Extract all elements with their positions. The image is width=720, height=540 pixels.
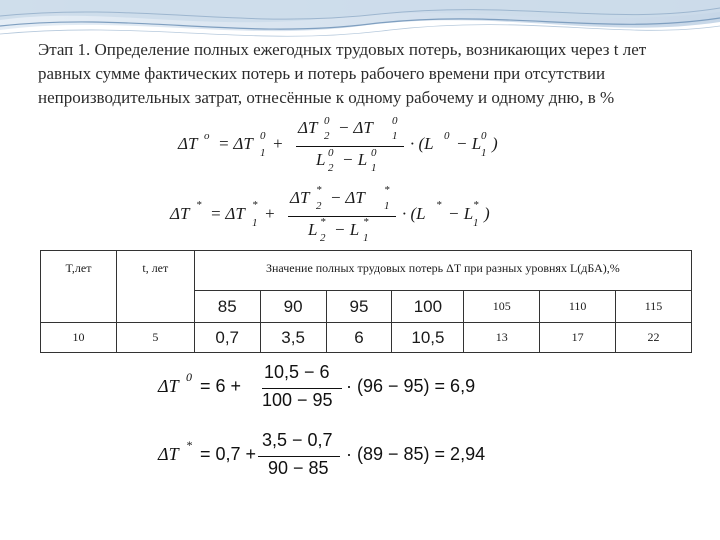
value-cell: 13 xyxy=(464,323,540,353)
header-T: T,лет xyxy=(41,251,117,323)
formula-delta-t-star: ΔT * = ΔT * 1 + ΔT * 2 − ΔT * 1 L * 2 − L * 1 · (L * − L * 1 ) xyxy=(170,184,490,244)
level-cell: 90 xyxy=(260,291,326,323)
level-cell: 110 xyxy=(540,291,616,323)
calculation-delta-t-zero: ΔT 0 = 6 + 10,5 − 6 100 − 95 · (96 − 95) = 6,9 xyxy=(158,362,476,410)
value-cell: 3,5 xyxy=(260,323,326,353)
level-cell: 105 xyxy=(464,291,540,323)
row-T-cell: 10 xyxy=(41,323,117,353)
losses-table xyxy=(40,250,692,353)
level-cell: 100 xyxy=(392,291,464,323)
formula-delta-t-zero: ΔT o = ΔT 0 1 + ΔT 0 2 − ΔT 0 1 L 0 2 − L 0 1 · (L 0 − L 0 1 ) xyxy=(178,115,498,174)
value-cell: 17 xyxy=(540,323,616,353)
table-row xyxy=(41,323,692,353)
level-cell: 85 xyxy=(194,291,260,323)
slide-title: Этап 1. Определение полных ежегодных трудовых потерь, возникающих через t лет равных сумме фактических потерь и потерь рабочего времени при отсутствии непроизводительных затрат, отнесённые к одному рабочему и одному дню, в % xyxy=(38,40,647,107)
value-cell: 22 xyxy=(616,323,692,353)
level-cell: 95 xyxy=(326,291,392,323)
level-cell: 115 xyxy=(616,291,692,323)
header-value: Значение полных трудовых потерь ΔT при разных уровнях L(дБА),% xyxy=(194,251,691,291)
value-cell: 10,5 xyxy=(392,323,464,353)
value-cell: 0,7 xyxy=(194,323,260,353)
calculation-delta-t-star: ΔT * = 0,7 + 3,5 − 0,7 90 − 85 · (89 − 85) = 2,94 xyxy=(158,430,486,478)
header-t: t, лет xyxy=(116,251,194,323)
value-cell: 6 xyxy=(326,323,392,353)
row-t-cell: 5 xyxy=(116,323,194,353)
